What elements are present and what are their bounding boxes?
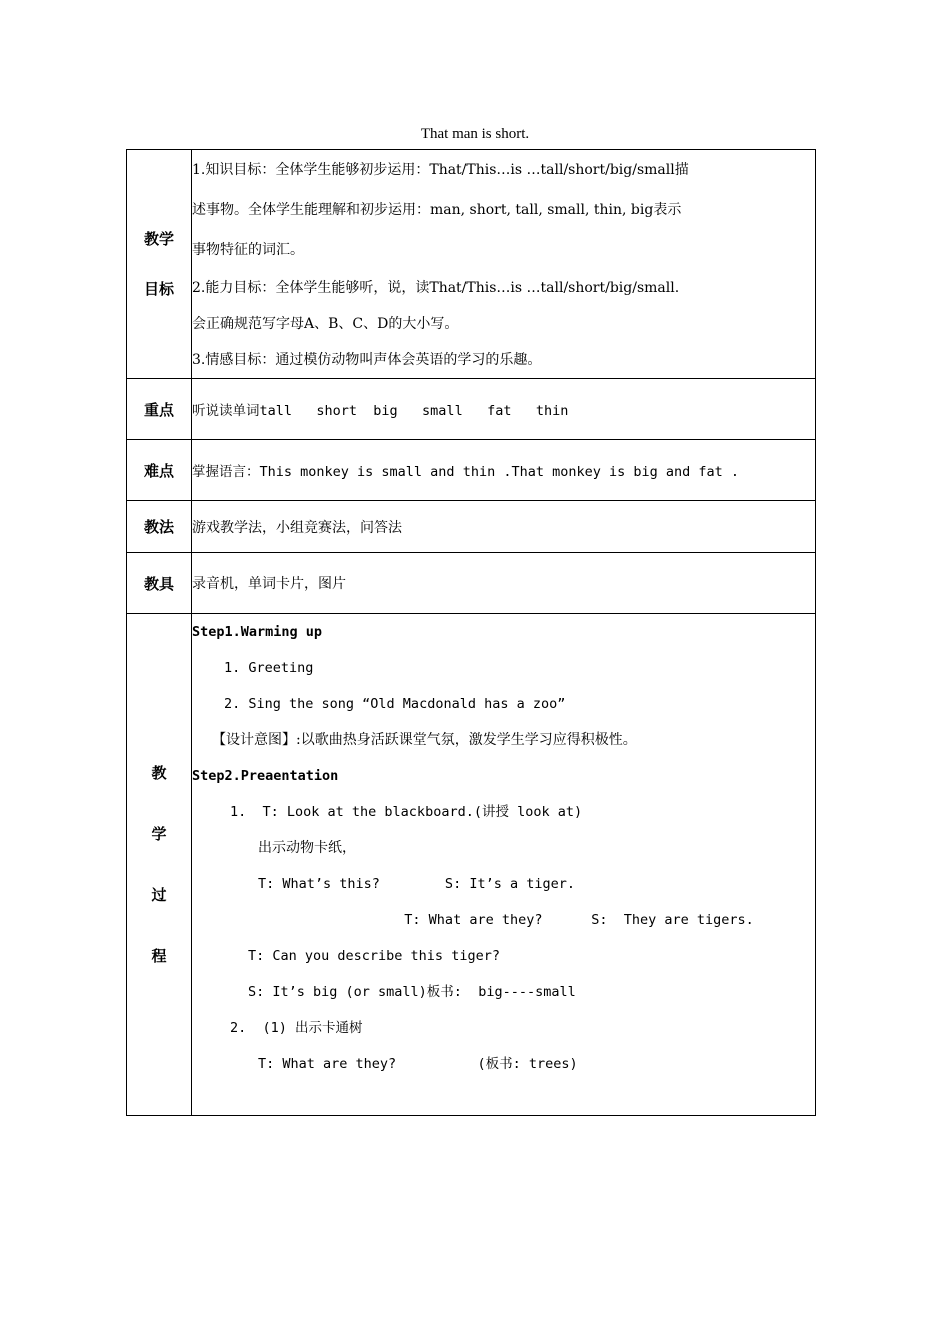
difficulties-label: 难点: [127, 440, 192, 501]
methods-label: 教法: [127, 501, 192, 553]
process-label: [127, 614, 192, 1116]
difficulties-content: 掌握语言：This monkey is small and thin .That monkey is big and fat .: [192, 440, 816, 501]
process-line: 1. Greeting: [224, 660, 314, 676]
process-line: T: What are they? S: They are tigers.: [258, 912, 754, 928]
process-line: T: What are they? (板书: trees): [258, 1056, 578, 1072]
process-line: 2. (1) 出示卡通树: [230, 1020, 363, 1036]
process-row: [127, 614, 816, 1116]
tools-label: 教具: [127, 553, 192, 614]
process-line: T: Can you describe this tiger?: [248, 948, 500, 964]
goals-line: 述事物。全体学生能理解和初步运用：man, short, tall, small, thin, big表示: [192, 202, 682, 218]
step-heading: Step2.Preaentation: [192, 768, 339, 784]
goals-row: [127, 150, 816, 379]
process-content: [192, 614, 816, 1116]
lesson-plan-table: [126, 149, 816, 1116]
key-points-label: 重点: [127, 379, 192, 440]
step-heading: Step1.Warming up: [192, 624, 323, 640]
tools-content: 录音机，单词卡片，图片: [192, 553, 816, 614]
goals-line: 1.知识目标：全体学生能够初步运用：That/This…is …tall/short/big/small描: [192, 162, 689, 178]
process-line: 1. T: Look at the blackboard.(讲授 look at): [230, 804, 583, 820]
difficulties-row: [127, 440, 816, 501]
methods-content: 游戏教学法，小组竞赛法，问答法: [192, 501, 816, 553]
process-line: 出示动物卡纸，: [258, 840, 356, 856]
goals-label-line-1: 教学: [143, 230, 174, 248]
goals-line: 3.情感目标：通过模仿动物叫声体会英语的学习的乐趣。: [192, 352, 542, 368]
process-label-char: 学: [151, 824, 167, 843]
key-points-row: [127, 379, 816, 440]
process-label-char: 程: [151, 946, 167, 965]
process-line: S: It’s big (or small)板书: big----small: [248, 984, 576, 1000]
key-points-content: 听说读单词tall short big small fat thin: [192, 379, 816, 440]
goals-line: 会正确规范写字母A、B、C、D的大小写。: [192, 316, 459, 332]
goals-line: 事物特征的词汇。: [192, 242, 304, 258]
process-line: 2. Sing the song “Old Macdonald has a zoo”: [224, 696, 566, 712]
goals-label: [127, 150, 192, 379]
process-line: T: What’s this? S: It’s a tiger.: [258, 876, 575, 892]
methods-row: [127, 501, 816, 553]
process-label-char: 过: [151, 885, 167, 904]
design-intent-line: 【设计意图】:以歌曲热身活跃课堂气氛，激发学生学习应得积极性。: [212, 732, 637, 748]
goals-line: 2.能力目标：全体学生能够听，说，读That/This…is …tall/short/big/small.: [192, 280, 680, 296]
process-label-char: 教: [151, 763, 167, 782]
tools-row: [127, 553, 816, 614]
goals-label-line-2: 目标: [143, 280, 174, 298]
goals-content: [192, 150, 816, 379]
document-title: That man is short.: [420, 126, 530, 142]
